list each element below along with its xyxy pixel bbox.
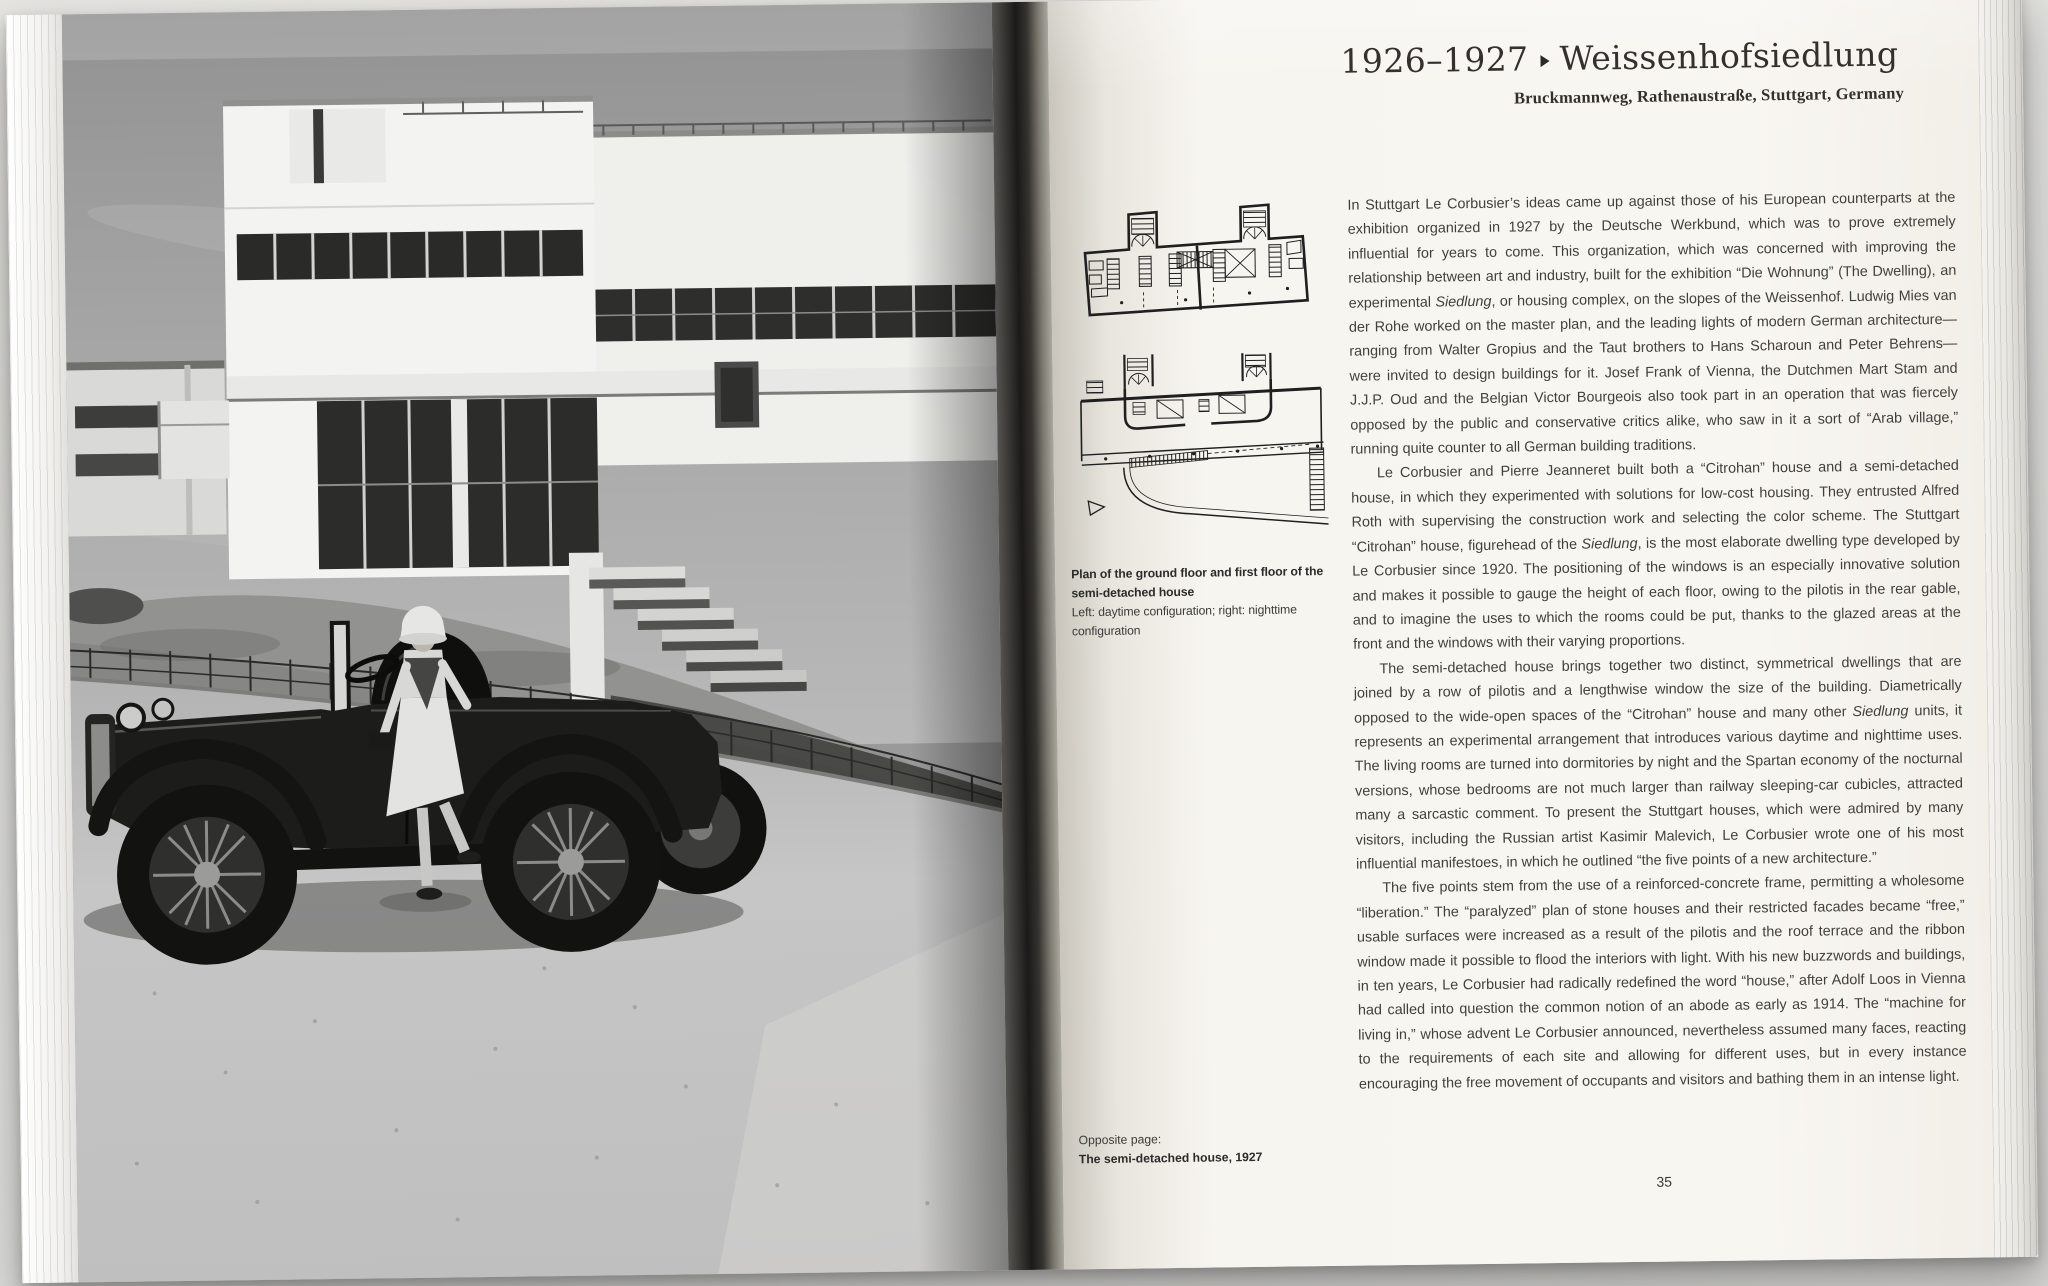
chapter-name: Weissenhofsiedlung <box>1559 34 1899 78</box>
body-text <box>1347 186 1967 1097</box>
page-number: 35 <box>1656 1173 1673 1190</box>
roof-bulkhead <box>289 108 386 183</box>
paragraph: The semi-detached house brings together two distinct, symmetrical dwellings that are joined by a row of pilotis and a lengthwise window the size of the building. Diametrically opposed to the wide-open spaces of the “Citrohan” house and many other Siedlung units, it represents an experimental arrangement that introduces various daytime and nighttime uses. The living rooms are turned into dormitories by night and the Spartan economy of the nocturnal versions, whose bedrooms are not much larger than railway sleeping-car cubicles, attracted many a sarcastic comment. To present the Stuttgart houses, which were admired by many visitors, including the Russian artist Kasimir Malevich, Le Corbusier wrote one of his most influential manifestoes, in which he outlined “the five points of a new architecture.” <box>1353 653 1964 873</box>
house-photograph <box>62 2 1009 1282</box>
chapter-subtitle: Bruckmannweg, Rathenaustraße, Stuttgart, Germany <box>1513 83 1905 108</box>
photo-page <box>62 2 1009 1282</box>
title-separator-icon <box>1541 55 1550 67</box>
plan-caption-bold: Plan of the ground floor and first floor of the semi-detached house <box>1071 564 1324 601</box>
left-balcony <box>159 400 230 479</box>
book-spread <box>6 0 2038 1283</box>
text-page <box>1048 0 1995 1270</box>
plan-caption <box>1071 562 1330 641</box>
leg <box>422 808 427 886</box>
opposite-caption-label: Opposite page: <box>1078 1132 1162 1148</box>
chapter-years: 1926–1927 <box>1340 39 1529 81</box>
opposite-caption-title: The semi-detached house, 1927 <box>1078 1149 1263 1167</box>
windshield <box>332 623 349 715</box>
chapter-title <box>1340 34 1898 80</box>
paragraph: Le Corbusier and Pierre Jeanneret built both a “Citrohan” house and a semi-detached house, in which they experimented with solutions for low-cost housing. They entrusted Alfred Roth with supervising the construction work and selecting the color scheme. The Stuttgart “Citrohan” house, figurehead of the Siedlung, is the most elaborate dwelling type developed by Le Corbusier since 1920. The positioning of the windows is an especially innovative solution and makes it possible to gauge the height of each floor, owing to the pilotis in the rear gable, and to imagine the uses to which the rooms could be put, thanks to the glazed areas at the front and the windows with their varying proportions. <box>1351 458 1961 653</box>
floor-plan-first-floor <box>1072 194 1318 339</box>
paragraph: The five points stem from the use of a reinforced-concrete frame, permitting a wholesome “liberation.” The “paralyzed” plan of stone houses and their restricted facades became “free,” usable surfaces were increased as a result of the pilotis and the roof terrace and the ribbon window made it possible to flood the interiors with light. With his new buzzwords and buildings, in ten years, Le Corbusier had radically redefined the word “house,” after Adolf Loos in Vienna had called into question the common notion of an abode as early as 1914. The “machine for living in,” whose advent Le Corbusier announced, nevertheless assumed many faces, reacting to the requirements of each site and allowing for different uses, but in every instance encouraging the free movement of occupants and visitors and bathing them in an intense light. <box>1356 873 1967 1093</box>
plan-caption-normal: Left: daytime configuration; right: nighttime configuration <box>1071 602 1297 639</box>
gutter-shading <box>902 2 1009 1271</box>
floor-plan-ground-floor <box>1072 352 1330 539</box>
opposite-page-caption <box>1078 1127 1378 1169</box>
ground-floor-glazing <box>317 398 599 570</box>
camera <box>369 732 391 748</box>
paragraph: In Stuttgart Le Corbusier’s ideas came up against those of his European counterparts at the exhibition organized in 1927 by the Deutsche Werkbund, which was to prove extremely influential for years to come. This organization, which was concerned with improving the relationship between art and industry, built for the exhibition “Die Wohnung” (The Dwelling), an experimental Siedlung, or housing complex, on the slopes of the Weissenhof. Ludwig Mies van der Rohe worked on the master plan, and the leading lights of modern German architecture—ranging from Walter Gropius and the Taut brothers to Hans Scharoun and Peter Behrens—were invited to design buildings for it. Josef Frank of Vienna, the Dutchmen Mart Stam and J.J.P. Oud and the Belgian Victor Bourgeois also took part in an operation that was fiercely opposed by the public and conservative critics alike, who saw in it a sort of “Arab village,” running quite counter to all German building traditions. <box>1347 189 1959 458</box>
headlamp <box>118 705 144 731</box>
tower-ribbon-window <box>237 230 584 281</box>
